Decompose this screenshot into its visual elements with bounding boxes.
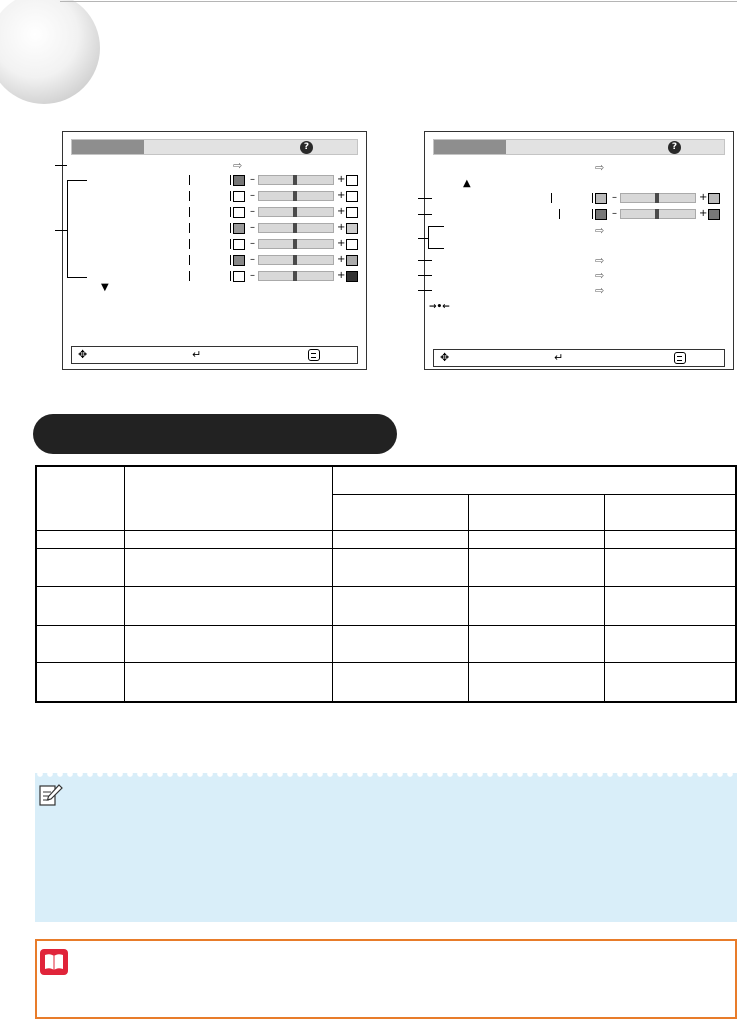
- slider-track[interactable]: [258, 207, 334, 217]
- value-bracket: [551, 193, 593, 203]
- tint-icon: [346, 223, 358, 234]
- left-menu-screen: [62, 131, 367, 370]
- table-header-cell: [36, 466, 125, 531]
- value-bracket: [189, 223, 231, 233]
- minus-icon[interactable]: –: [250, 206, 255, 217]
- submenu-arrow-icon[interactable]: ⇨: [595, 284, 605, 297]
- callout-bracket-bottom: [67, 277, 87, 278]
- minus-icon[interactable]: –: [250, 238, 255, 249]
- menu-button-icon: [308, 349, 320, 361]
- color-temp-icon: [708, 193, 720, 204]
- plus-icon[interactable]: +: [337, 222, 346, 233]
- minus-icon[interactable]: –: [250, 190, 255, 201]
- blue-icon: [346, 271, 358, 282]
- table-row: [36, 663, 736, 702]
- slider-row: [63, 238, 368, 251]
- slider-knob[interactable]: [293, 223, 297, 233]
- minus-icon[interactable]: –: [250, 174, 255, 185]
- plus-icon[interactable]: +: [337, 254, 346, 265]
- minus-icon[interactable]: –: [250, 222, 255, 233]
- note-box: [35, 773, 737, 922]
- decorative-circle: [0, 0, 100, 104]
- callout-line-7: [418, 275, 432, 276]
- table-subheader-cell: [333, 495, 469, 531]
- slider-knob[interactable]: [293, 271, 297, 281]
- slider-knob[interactable]: [293, 239, 297, 249]
- red-icon: [346, 255, 358, 266]
- top-rule: [60, 1, 737, 2]
- navigate-icon: ✥: [440, 351, 450, 364]
- slider-track[interactable]: [258, 191, 334, 201]
- table-row: [36, 586, 736, 625]
- left-slider-rows: [63, 174, 368, 286]
- right-menu-footer: [433, 349, 725, 367]
- tint-icon: [233, 223, 245, 234]
- slider-row: [63, 222, 368, 235]
- book-icon: [39, 948, 69, 976]
- menu-button-icon: [674, 352, 686, 364]
- blue-icon: [233, 271, 245, 282]
- reset-icon[interactable]: →•←: [429, 302, 450, 312]
- color-icon: [346, 207, 358, 218]
- black-level-icon: [708, 209, 720, 220]
- submenu-arrow-icon[interactable]: ⇨: [233, 159, 243, 172]
- right-slider-rows: [425, 192, 735, 222]
- value-bracket: [189, 239, 231, 249]
- slider-row: [63, 206, 368, 219]
- help-icon[interactable]: ?: [668, 141, 681, 154]
- slider-track[interactable]: [258, 255, 334, 265]
- table-row: [36, 548, 736, 586]
- left-menu-bar: [71, 139, 358, 155]
- slider-knob[interactable]: [655, 209, 659, 219]
- table-subheader-cell: [469, 495, 605, 531]
- table-header-row: [36, 466, 736, 495]
- pencil-icon: [38, 782, 64, 808]
- note-dotted-edge: [35, 770, 737, 778]
- minus-icon[interactable]: –: [250, 254, 255, 265]
- callout-bracket-right-top: [428, 226, 444, 227]
- table-row: [36, 625, 736, 663]
- slider-row: [425, 192, 735, 205]
- plus-icon[interactable]: +: [337, 206, 346, 217]
- brightness-icon: [233, 191, 245, 202]
- callout-bracket-right: [428, 226, 429, 248]
- submenu-arrow-icon[interactable]: ⇨: [595, 269, 605, 282]
- callout-bracket: [67, 180, 68, 277]
- slider-knob[interactable]: [293, 191, 297, 201]
- table-subheader-cell: [605, 495, 737, 531]
- slider-track[interactable]: [258, 271, 334, 281]
- info-box: [35, 939, 737, 1019]
- plus-icon[interactable]: +: [337, 174, 346, 185]
- enter-icon: ↵: [554, 351, 564, 364]
- value-bracket: [559, 209, 593, 219]
- help-icon[interactable]: ?: [300, 141, 313, 154]
- red-icon: [233, 255, 245, 266]
- slider-track[interactable]: [620, 209, 696, 219]
- scroll-up-icon[interactable]: ▲: [463, 178, 471, 189]
- slider-track[interactable]: [258, 175, 334, 185]
- callout-line-4: [418, 214, 432, 215]
- minus-icon[interactable]: –: [250, 270, 255, 281]
- plus-icon[interactable]: +: [699, 208, 708, 219]
- minus-icon[interactable]: –: [612, 192, 617, 203]
- value-bracket: [189, 271, 231, 281]
- callout-line-2: [55, 230, 67, 231]
- slider-row: [63, 190, 368, 203]
- callout-bracket-top: [67, 180, 87, 181]
- table-row: [36, 531, 736, 548]
- plus-icon[interactable]: +: [337, 190, 346, 201]
- value-bracket: [189, 255, 231, 265]
- slider-knob[interactable]: [293, 175, 297, 185]
- callout-bracket-right-bottom: [428, 248, 444, 249]
- slider-knob[interactable]: [293, 255, 297, 265]
- callout-line-1: [55, 165, 67, 166]
- table-header-cell: [125, 466, 333, 531]
- minus-icon[interactable]: –: [612, 208, 617, 219]
- scroll-down-icon[interactable]: ▼: [101, 282, 109, 293]
- sharpness-icon: [346, 239, 358, 250]
- navigate-icon: ✥: [78, 348, 88, 361]
- slider-knob[interactable]: [655, 193, 659, 203]
- plus-icon[interactable]: +: [337, 270, 346, 281]
- plus-icon[interactable]: +: [337, 238, 346, 249]
- brightness-icon: [346, 191, 358, 202]
- contrast-icon: [346, 175, 358, 186]
- right-menu-bar: [433, 139, 725, 155]
- left-menu-active-tab[interactable]: [72, 140, 144, 154]
- callout-line-3: [418, 198, 432, 199]
- right-menu-active-tab[interactable]: [434, 140, 506, 154]
- slider-knob[interactable]: [293, 207, 297, 217]
- submenu-arrow-icon[interactable]: ⇨: [595, 224, 605, 237]
- slider-row: [425, 208, 735, 221]
- slider-track[interactable]: [620, 193, 696, 203]
- slider-track[interactable]: [258, 239, 334, 249]
- color-temp-icon: [595, 193, 607, 204]
- callout-line-8: [418, 290, 432, 291]
- plus-icon[interactable]: +: [699, 192, 708, 203]
- value-bracket: [189, 207, 231, 217]
- table-header-group-cell: [333, 466, 737, 495]
- black-level-icon: [595, 209, 607, 220]
- submenu-arrow-icon[interactable]: ⇨: [595, 161, 605, 174]
- callout-line-6: [418, 260, 432, 261]
- value-bracket: [189, 191, 231, 201]
- settings-table: [35, 465, 737, 703]
- right-menu-screen: [424, 131, 734, 370]
- slider-track[interactable]: [258, 223, 334, 233]
- contrast-icon: [233, 175, 245, 186]
- section-header-pill: [33, 414, 397, 454]
- left-menu-footer: [71, 346, 358, 364]
- slider-row: [63, 254, 368, 267]
- color-icon: [233, 207, 245, 218]
- value-bracket: [189, 175, 231, 185]
- slider-row: [63, 174, 368, 187]
- submenu-arrow-icon[interactable]: ⇨: [595, 254, 605, 267]
- sharpness-icon: [233, 239, 245, 250]
- callout-line-5: [418, 238, 428, 239]
- enter-icon: ↵: [192, 348, 202, 361]
